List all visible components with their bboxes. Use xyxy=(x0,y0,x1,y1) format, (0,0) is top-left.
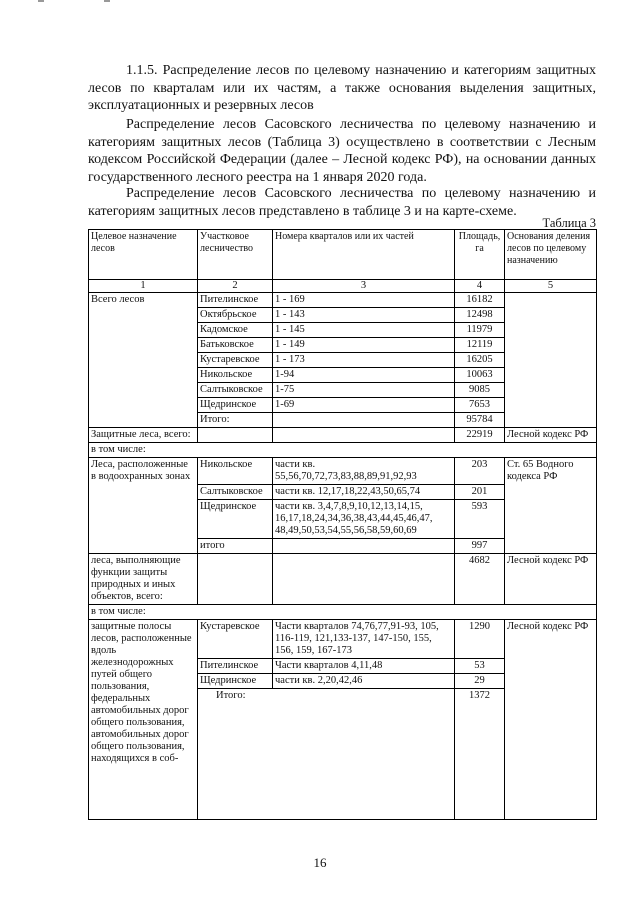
quarters-cell: части кв. 2,20,42,46 xyxy=(273,674,455,689)
forestry-cell: Никольское xyxy=(198,368,273,383)
sum-label-cell: Итого: xyxy=(198,689,455,820)
area-cell: 203 xyxy=(455,458,505,485)
forestry-cell: Кадомское xyxy=(198,323,273,338)
table-header-row xyxy=(89,230,597,280)
header-cell: Участковое лесничество xyxy=(198,230,273,280)
table-row xyxy=(89,293,597,308)
forestry-cell: Кустаревское xyxy=(198,353,273,368)
index-cell: 3 xyxy=(273,280,455,293)
area-cell: 12119 xyxy=(455,338,505,353)
quarters-cell xyxy=(273,413,455,428)
area-cell: 997 xyxy=(455,539,505,554)
forestry-cell: Кустаревское xyxy=(198,620,273,659)
quarters-cell: части кв. 12,17,18,22,43,50,65,74 xyxy=(273,485,455,500)
forestry-cell: Пителинское xyxy=(198,659,273,674)
category-cell: леса, выполняющие функции защиты природных и иных объектов, всего: xyxy=(89,554,198,605)
header-cell: Целевое назначение лесов xyxy=(89,230,198,280)
table-row xyxy=(89,554,597,605)
area-cell: 593 xyxy=(455,500,505,539)
basis-cell: Лесной кодекс РФ xyxy=(505,428,597,443)
column-index-row xyxy=(89,280,597,293)
quarters-cell: Части кварталов 74,76,77,91-93, 105, 116-119, 121,133-137, 147-150, 155, 156, 159, 167-173 xyxy=(273,620,455,659)
area-cell: 201 xyxy=(455,485,505,500)
basis-cell xyxy=(505,293,597,428)
area-cell: 29 xyxy=(455,674,505,689)
quarters-cell xyxy=(273,539,455,554)
forest-distribution-table xyxy=(88,229,597,820)
forestry-cell: Щедринское xyxy=(198,674,273,689)
header-cell: Площадь, га xyxy=(455,230,505,280)
subheading-cell: в том числе: xyxy=(89,443,597,458)
category-cell: Защитные леса, всего: xyxy=(89,428,198,443)
scan-artifact xyxy=(104,0,110,2)
category-cell: защитные полосы лесов, расположенные вдоль железнодорожных путей общего пользования, федеральных автомобильных дорог общего пользования, автомобильных дорог общего пользования, находящихся в соб- xyxy=(89,620,198,820)
quarters-cell xyxy=(273,554,455,605)
area-cell: 95784 xyxy=(455,413,505,428)
table-row xyxy=(89,620,597,659)
section-heading: 1.1.5. Распределение лесов по целевому назначению и категориям защитных лесов по кварталам или их частям, а также основания выделения защитных, эксплуатационных и резервных лесов xyxy=(88,63,596,113)
table-row xyxy=(89,443,597,458)
forestry-cell: Батьковское xyxy=(198,338,273,353)
quarters-cell: части кв. 3,4,7,8,9,10,12,13,14,15, 16,17,18,24,34,36,38,43,44,45,46,47, 48,49,50,53,54,55,56,58,59,60,69 xyxy=(273,500,455,539)
quarters-cell: 1-94 xyxy=(273,368,455,383)
area-cell: 1290 xyxy=(455,620,505,659)
index-cell: 1 xyxy=(89,280,198,293)
area-cell: 53 xyxy=(455,659,505,674)
header-cell: Номера кварталов или их частей xyxy=(273,230,455,280)
basis-cell: Лесной кодекс РФ xyxy=(505,554,597,605)
paragraph-1: Распределение лесов Сасовского лесничества по целевому назначению и категориям защитных лесов (Таблица 3) осуществлено в соответствии с Лесным кодексом Российской Федерации (далее – Лесной кодекс РФ), на основании данных государственного лесного реестра на 1 января 2020 года. xyxy=(88,117,596,185)
forestry-cell xyxy=(198,554,273,605)
table-row xyxy=(89,458,597,485)
header-cell: Основания деления лесов по целевому назначению xyxy=(505,230,597,280)
paragraph-2: Распределение лесов Сасовского лесничества по целевому назначению и категориям защитных лесов представлено в таблице 3 и на карте-схеме. xyxy=(88,186,596,219)
area-cell: 11979 xyxy=(455,323,505,338)
sum-label-cell: итого xyxy=(198,539,273,554)
forestry-cell: Щедринское xyxy=(198,500,273,539)
area-cell: 16182 xyxy=(455,293,505,308)
area-cell: 16205 xyxy=(455,353,505,368)
quarters-cell: 1 - 145 xyxy=(273,323,455,338)
area-cell: 9085 xyxy=(455,383,505,398)
quarters-cell: 1 - 173 xyxy=(273,353,455,368)
index-cell: 2 xyxy=(198,280,273,293)
table-row xyxy=(89,428,597,443)
quarters-cell: Части кварталов 4,11,48 xyxy=(273,659,455,674)
quarters-cell: 1-69 xyxy=(273,398,455,413)
quarters-cell: 1 - 149 xyxy=(273,338,455,353)
quarters-cell: 1 - 143 xyxy=(273,308,455,323)
total-label-cell: Всего лесов xyxy=(89,293,198,428)
index-cell: 4 xyxy=(455,280,505,293)
quarters-cell: 1 - 169 xyxy=(273,293,455,308)
forestry-cell: Пителинское xyxy=(198,293,273,308)
quarters-cell: части кв. 55,56,70,72,73,83,88,89,91,92,93 xyxy=(273,458,455,485)
page-number: 16 xyxy=(313,855,327,870)
area-cell: 1372 xyxy=(455,689,505,820)
sum-label-cell: Итого: xyxy=(198,413,273,428)
area-cell: 10063 xyxy=(455,368,505,383)
area-cell: 12498 xyxy=(455,308,505,323)
area-cell: 22919 xyxy=(455,428,505,443)
table-row xyxy=(89,605,597,620)
forestry-cell: Салтыковское xyxy=(198,485,273,500)
category-cell: Леса, расположенные в водоохранных зонах xyxy=(89,458,198,554)
basis-cell: Лесной кодекс РФ xyxy=(505,620,597,820)
forestry-cell: Октябрьское xyxy=(198,308,273,323)
subheading-cell: в том числе: xyxy=(89,605,597,620)
forestry-cell xyxy=(198,428,273,443)
quarters-cell: 1-75 xyxy=(273,383,455,398)
index-cell: 5 xyxy=(505,280,597,293)
forestry-cell: Салтыковское xyxy=(198,383,273,398)
table-caption: Таблица 3 xyxy=(542,216,596,230)
area-cell: 4682 xyxy=(455,554,505,605)
forestry-cell: Никольское xyxy=(198,458,273,485)
area-cell: 7653 xyxy=(455,398,505,413)
quarters-cell xyxy=(273,428,455,443)
basis-cell: Ст. 65 Водного кодекса РФ xyxy=(505,458,597,554)
forestry-cell: Щедринское xyxy=(198,398,273,413)
scan-artifact xyxy=(38,0,44,2)
